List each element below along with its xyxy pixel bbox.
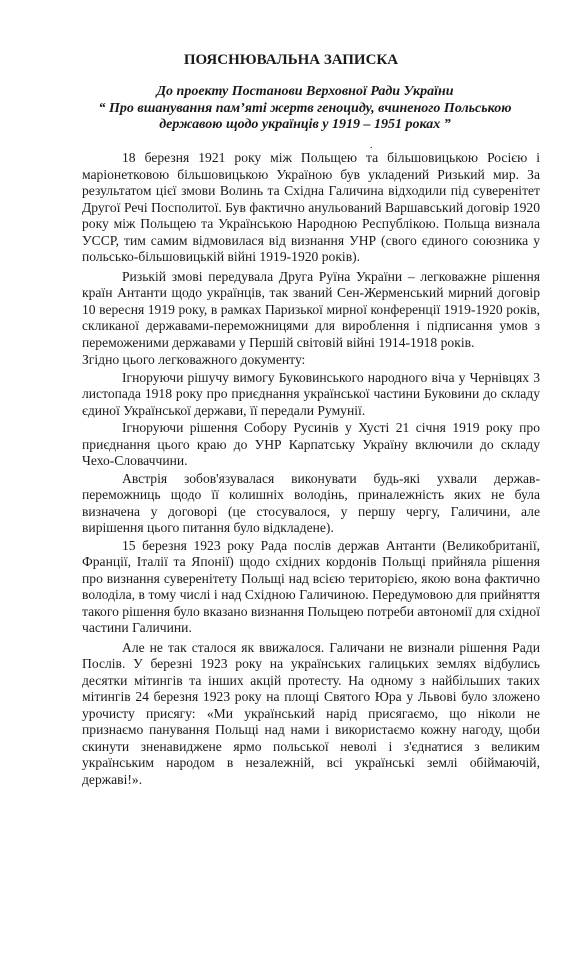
paragraph: Ігноруючи рішення Собору Русинів у Хусті 21 січня 1919 року про приєднання цього краю до УНР Карпатську Україну включили до складу Чехо-Словаччини. [82, 420, 540, 468]
paragraph: Але не так сталося як ввижалося. Галичани не визнали рішення Ради Послів. У березні 1923 року на українських галицьких землях відбулись десятки мітингів та інших акцій протесту. На одному з найбільших таких мітингів 24 березня 1923 року на площі Святого Юра у Львові було зложено урочисту присягу: «Ми український нарід присягаємо, що ніколи не признаємо панування Польщі над нами і використаємо кожну нагоду, щоби скинути зненавиджене ярмо польської неволі і з'єднатися з великим українським народом в незалежній, всі українські землі обіймаючій, державі!». [82, 639, 540, 787]
paragraph: Згідно цього легковажного документу: [82, 352, 306, 367]
document-title: ПОЯСНЮВАЛЬНА ЗАПИСКА [183, 52, 399, 68]
document-body [82, 150, 540, 789]
paragraph: 15 березня 1923 року Рада послів держав Антанти (Великобританії, Франції, Італії та Японії) щодо східних кордонів Польщі прийняла рішення про визнання суверенітету Польщі над всією територією, якою вона фактично володіла, в тому числі і над Східною Галичиною. Передумовою для прийняття такого рішення було вказано визнання Польщею потреби автономії для східної частини Галичини. [82, 537, 540, 635]
paragraph: Ризькій змові передувала Друга Руїна України – легковажне рішення країн Антанти щодо українців, так званий Сен-Жерменський мирний договір 10 вересня 1919 року, в рамках Паризької мирної конференції 1919-1920 років, скликаної державами-переможницями для вироблення і підписання умов з переможеними державами у Першій світовій війні 1914-1918 років. [82, 268, 540, 350]
paragraph: 18 березня 1921 року між Польщею та більшовицькою Росією і маріонетковою більшовицькою Україною був укладений Ризький мир. За результатом цієї змови Волинь та Східна Галичина відходили під суверенітет Другої Речі Посполитої. Був фактично анульований Варшавський договір 1920 року між Польщею та Українською Народною Республікою. Польща визнала УССР, тим самим відмовилася від визнання УНР (свого єдиного союзника у польсько-більшовицькій війні 1919-1920 років). [82, 150, 540, 264]
paragraph: Австрія зобов'язувалася виконувати будь-які ухвали держав-переможниць щодо її колишніх володінь, приналежність яких не була визначена у договорі (це стосувалося, у першу чергу, Галичини, але вирішення цього питання було відкладене). [82, 470, 540, 535]
subtitle-line: “ Про вшанування пам’яті жертв геноциду, вчиненого Польською [98, 100, 512, 116]
separator-dot: . [370, 140, 373, 151]
paragraph: Ігноруючи рішучу вимогу Буковинського народного віча у Чернівцях 3 листопада 1918 року про приєднання української частини Буковини до складу єдиної Української держави, її передали Румунії. [82, 369, 540, 418]
document-subtitle [80, 84, 530, 134]
subtitle-line: державою щодо українців у 1919 – 1951 роках ” [159, 117, 451, 132]
subtitle-line: До проекту Постанови Верховної Ради України [156, 84, 454, 99]
